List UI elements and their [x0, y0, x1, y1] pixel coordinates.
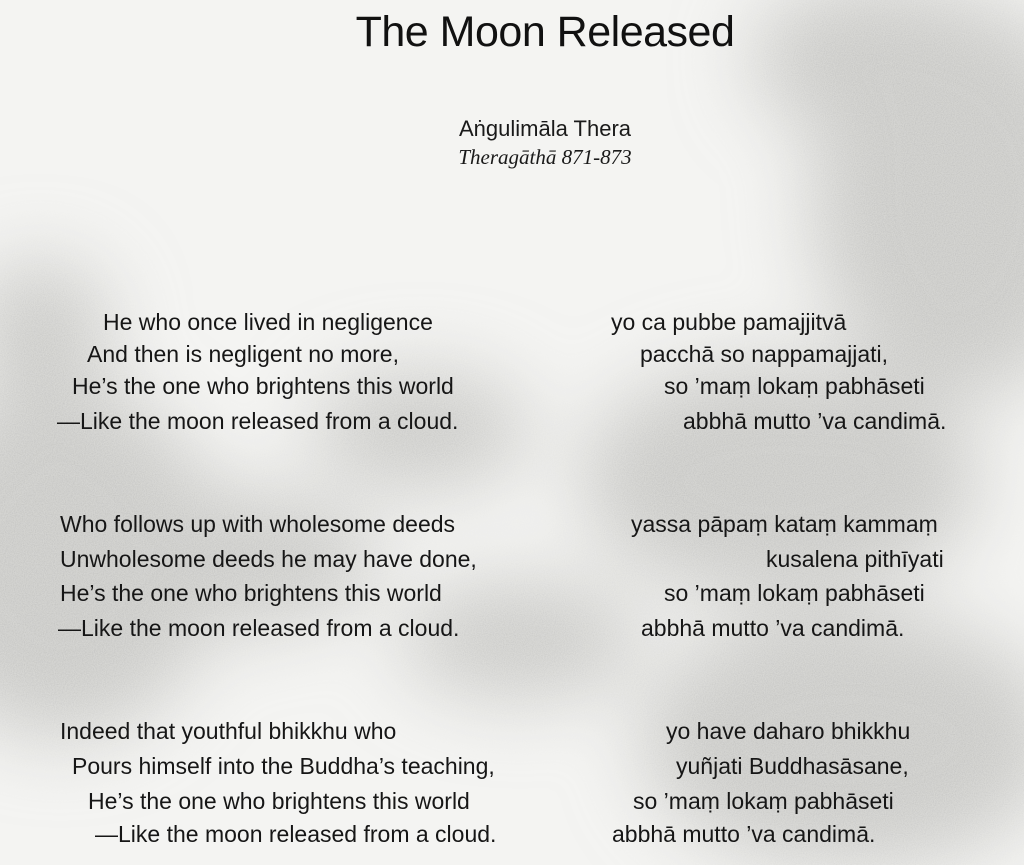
poem-source: Theragāthā 871-873	[458, 145, 632, 169]
pali-line: abbhā mutto ’va candimā.	[612, 821, 876, 847]
pali-line: pacchā so nappamajjati,	[640, 341, 889, 367]
english-line: He who once lived in negligence	[103, 309, 433, 335]
english-line: He’s the one who brightens this world	[88, 788, 470, 814]
english-line: Unwholesome deeds he may have done,	[60, 546, 477, 572]
pali-line: yassa pāpaṃ kataṃ kammaṃ	[631, 511, 938, 537]
english-line: —Like the moon released from a cloud.	[95, 821, 497, 847]
pali-line: so ’maṃ lokaṃ pabhāseti	[664, 373, 925, 399]
pali-line: abbhā mutto ’va candimā.	[641, 615, 905, 641]
poem-author: Aṅgulimāla Thera	[458, 116, 632, 141]
english-line: —Like the moon released from a cloud.	[58, 615, 460, 641]
poem-title: The Moon Released	[355, 8, 735, 56]
english-line: —Like the moon released from a cloud.	[57, 408, 459, 434]
english-line: And then is negligent no more,	[87, 341, 399, 367]
pali-line: yo ca pubbe pamajjitvā	[611, 309, 847, 335]
english-line: Pours himself into the Buddha’s teaching,	[72, 753, 495, 779]
pali-line: so ’maṃ lokaṃ pabhāseti	[664, 580, 925, 606]
english-line: Who follows up with wholesome deeds	[60, 511, 456, 537]
pali-line: abbhā mutto ’va candimā.	[683, 408, 947, 434]
pali-line: yuñjati Buddhasāsane,	[676, 753, 909, 779]
english-line: He’s the one who brightens this world	[60, 580, 442, 606]
english-line: Indeed that youthful bhikkhu who	[60, 718, 397, 744]
pali-line: kusalena pithīyati	[766, 546, 944, 572]
english-line: He’s the one who brightens this world	[72, 373, 454, 399]
pali-line: so ’maṃ lokaṃ pabhāseti	[633, 788, 894, 814]
pali-line: yo have daharo bhikkhu	[666, 718, 911, 744]
